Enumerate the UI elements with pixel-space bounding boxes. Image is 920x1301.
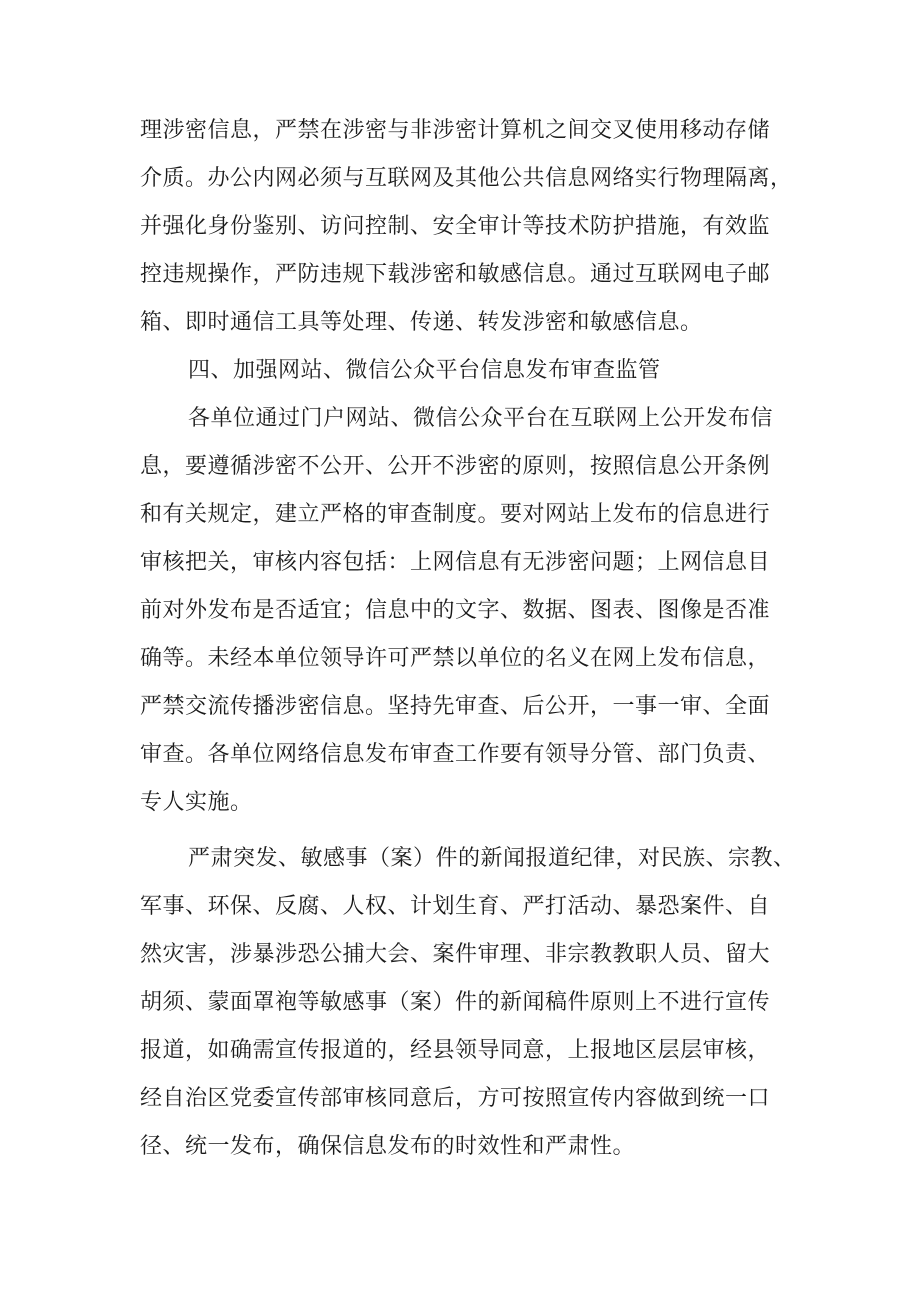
- text-line: 息，要遵循涉密不公开、公开不涉密的原则，按照信息公开条例: [140, 454, 771, 479]
- text-line: 审查。各单位网络信息发布审查工作要有领导分管、部门负责、: [140, 742, 771, 767]
- text-line: 严禁交流传播涉密信息。坚持先审查、后公开，一事一审、全面: [140, 694, 771, 719]
- text-line: 胡须、蒙面罩袍等敏感事（案）件的新闻稿件原则上不进行宣传: [140, 990, 771, 1015]
- text-line: 前对外发布是否适宜；信息中的文字、数据、图表、图像是否准: [140, 598, 771, 623]
- text-line: 审核把关，审核内容包括：上网信息有无涉密问题；上网信息目: [140, 550, 771, 575]
- text-line: 径、统一发布，确保信息发布的时效性和严肃性。: [140, 1134, 636, 1159]
- text-line: 各单位通过门户网站、微信公众平台在互联网上公开发布信: [188, 406, 774, 431]
- text-line: 专人实施。: [140, 790, 253, 815]
- text-line: 然灾害，涉暴涉恐公捕大会、案件审理、非宗教教职人员、留大: [140, 942, 771, 967]
- text-line: 介质。办公内网必须与互联网及其他公共信息网络实行物理隔离，: [140, 166, 793, 191]
- text-line: 军事、环保、反腐、人权、计划生育、严打活动、暴恐案件、自: [140, 894, 771, 919]
- text-line: 确等。未经本单位领导许可严禁以单位的名义在网上发布信息，: [140, 646, 771, 671]
- text-line: 和有关规定，建立严格的审查制度。要对网站上发布的信息进行: [140, 502, 771, 527]
- text-line: 理涉密信息，严禁在涉密与非涉密计算机之间交叉使用移动存储: [140, 118, 771, 143]
- text-line: 箱、即时通信工具等处理、传递、转发涉密和敏感信息。: [140, 310, 703, 335]
- text-line: 控违规操作，严防违规下载涉密和敏感信息。通过互联网电子邮: [140, 262, 771, 287]
- text-line: 并强化身份鉴别、访问控制、安全审计等技术防护措施，有效监: [140, 214, 771, 239]
- text-line: 经自治区党委宣传部审核同意后，方可按照宣传内容做到统一口: [140, 1086, 771, 1111]
- text-line: 严肃突发、敏感事（案）件的新闻报道纪律，对民族、宗教、: [188, 846, 796, 871]
- section-heading: 四、加强网站、微信公众平台信息发布审查监管: [188, 358, 661, 383]
- text-line: 报道，如确需宣传报道的，经县领导同意，上报地区层层审核，: [140, 1038, 771, 1063]
